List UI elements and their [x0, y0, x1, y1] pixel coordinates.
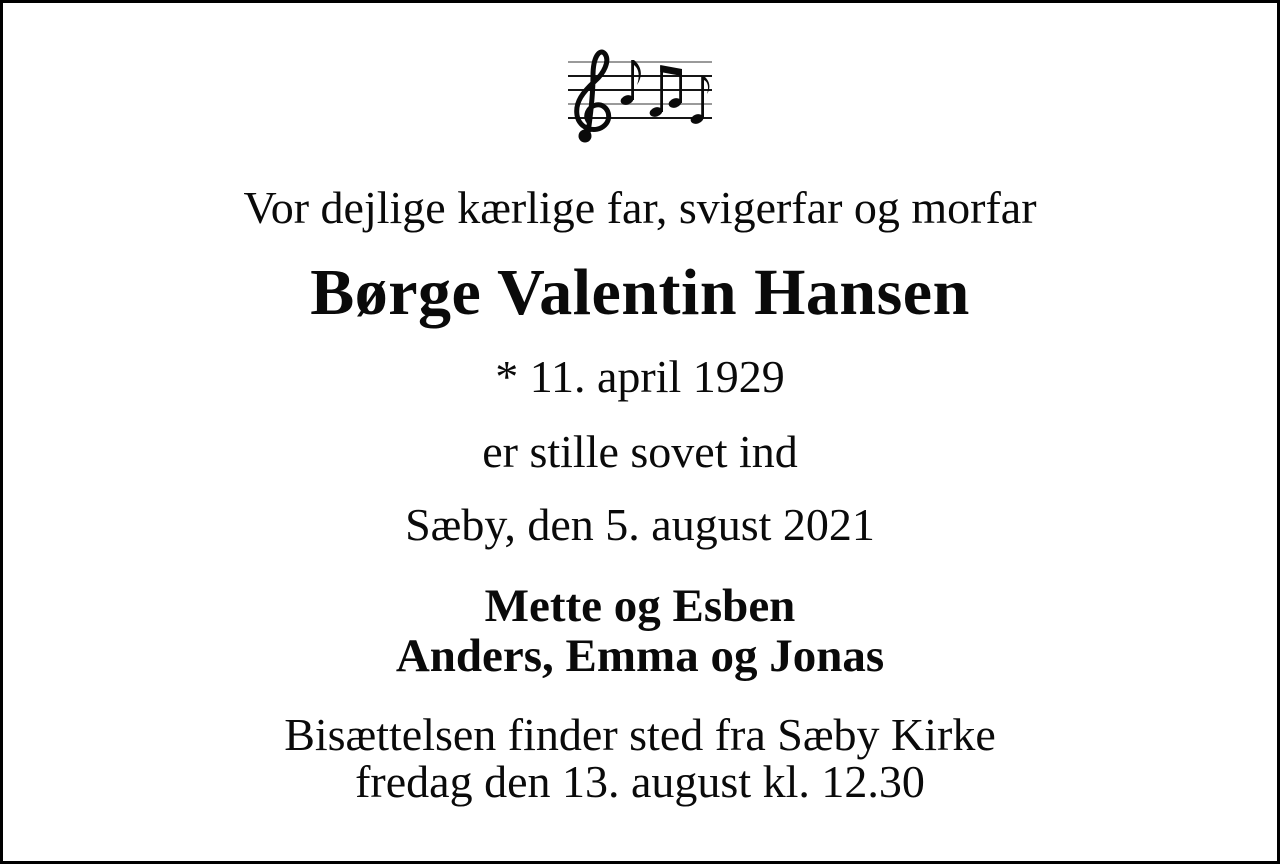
ceremony-line-1: Bisættelsen finder sted fra Sæby Kirke: [284, 709, 996, 760]
eighth-note-icon: [619, 60, 640, 106]
family-line-1: Mette og Esben: [484, 580, 796, 632]
ceremony-info: [3, 711, 1277, 805]
place-date-line: Sæby, den 5. august 2021: [405, 499, 875, 550]
musical-notes-icon: [560, 40, 720, 152]
family-names: [3, 581, 1277, 681]
birth-date-line: * 11. april 1929: [495, 351, 785, 402]
family-line-2: Anders, Emma og Jonas: [395, 630, 885, 682]
intro-line: Vor dejlige kærlige far, svigerfar og morfar: [243, 182, 1037, 233]
treble-clef-icon: [577, 52, 609, 142]
beamed-notes-icon: [648, 65, 682, 118]
ceremony-line-2: fredag den 13. august kl. 12.30: [355, 756, 925, 807]
music-staff-graphic: [564, 40, 716, 152]
passing-line: er stille sovet ind: [482, 426, 798, 477]
deceased-name: Børge Valentin Hansen: [310, 256, 970, 329]
